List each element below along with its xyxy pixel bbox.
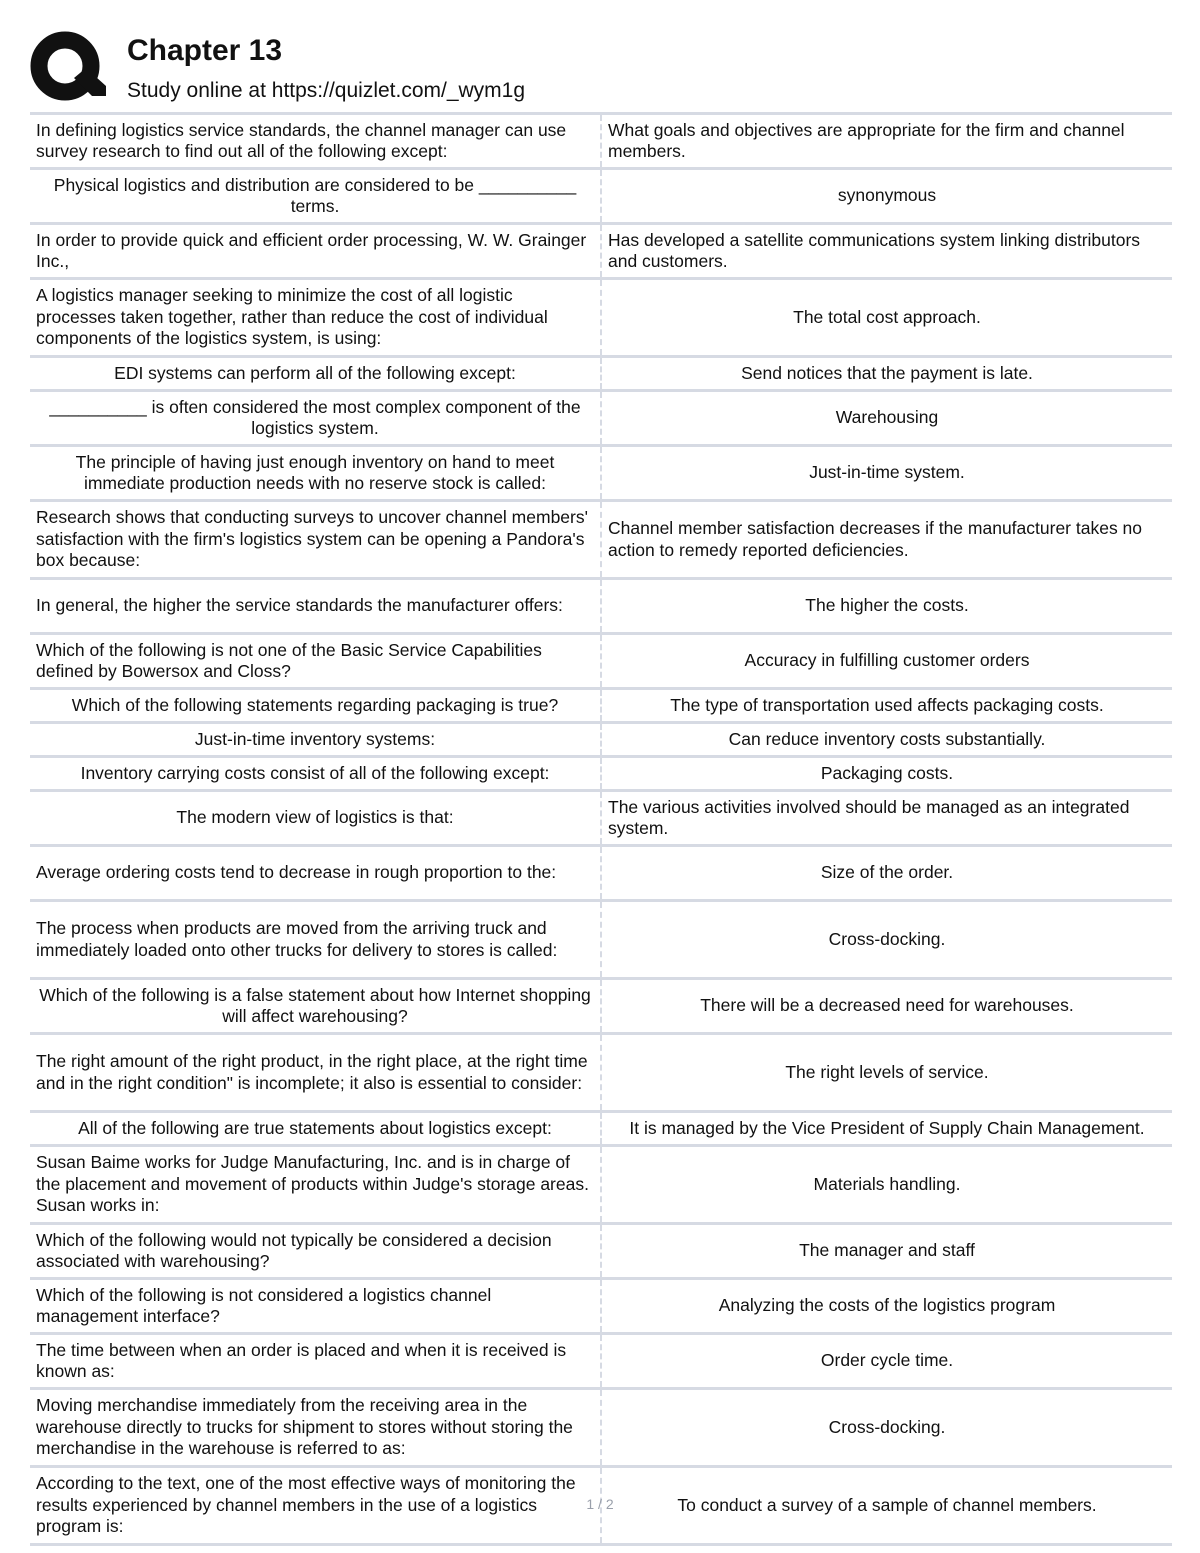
answer-cell: Can reduce inventory costs substantially. <box>600 724 1172 755</box>
question-cell: __________ is often considered the most complex component of the logistics system. <box>49 396 581 438</box>
question-cell: The right amount of the right product, in the right place, at the right time and in the right condition" is incomplete; it also is essential to consider: <box>36 1051 588 1093</box>
table-row <box>30 899 1172 977</box>
table-row <box>30 1387 1172 1465</box>
answer-cell: Just-in-time system. <box>600 447 1172 499</box>
answer-cell: Warehousing <box>600 392 1172 444</box>
answer-cell: The higher the costs. <box>600 580 1172 632</box>
question-cell: The process when products are moved from the arriving truck and immediately loaded onto other trucks for delivery to stores is called: <box>36 918 558 960</box>
table-row <box>30 1222 1172 1277</box>
table-row <box>30 844 1172 899</box>
study-online-link[interactable]: Study online at https://quizlet.com/_wym1g <box>127 79 526 102</box>
question-cell: Average ordering costs tend to decrease in rough proportion to the: <box>36 862 557 883</box>
answer-cell: The manager and staff <box>600 1225 1172 1277</box>
question-cell: According to the text, one of the most effective ways of monitoring the results experienced by channel members in the use of a logistics program is: <box>36 1473 576 1537</box>
question-cell: The time between when an order is placed and when it is received is known as: <box>36 1339 567 1381</box>
question-cell: Which of the following is not one of the Basic Service Capabilities defined by Bowersox and Closs? <box>36 639 542 681</box>
table-row <box>30 444 1172 499</box>
answer-cell: Analyzing the costs of the logistics program <box>600 1280 1172 1332</box>
question-cell: The principle of having just enough inventory on hand to meet immediate production needs with no reserve stock is called: <box>75 451 555 493</box>
answer-cell: synonymous <box>600 170 1172 222</box>
page-title: Chapter 13 <box>127 34 283 67</box>
table-row <box>30 1277 1172 1332</box>
answer-cell: There will be a decreased need for warehouses. <box>600 980 1172 1032</box>
table-row <box>30 755 1172 789</box>
question-cell: In general, the higher the service standards the manufacturer offers: <box>36 595 563 616</box>
answer-cell: The total cost approach. <box>600 280 1172 355</box>
question-cell: A logistics manager seeking to minimize the cost of all logistic processes taken together, rather than reduce the cost of individual components of the logistics system, is using: <box>36 285 548 349</box>
question-cell: Which of the following would not typically be considered a decision associated with warehousing? <box>36 1229 552 1271</box>
question-cell: Which of the following is a false statement about how Internet shopping will affect warehousing? <box>39 984 591 1026</box>
question-cell: Susan Baime works for Judge Manufacturing, Inc. and is in charge of the placement and movement of products within Judge's storage areas. Susan works in: <box>36 1152 589 1216</box>
table-row <box>30 277 1172 355</box>
answer-cell: The type of transportation used affects packaging costs. <box>600 690 1172 721</box>
table-row <box>30 1110 1172 1144</box>
table-row <box>30 789 1172 844</box>
question-cell: In order to provide quick and efficient order processing, W. W. Grainger Inc., <box>36 229 587 271</box>
page-number: 1 / 2 <box>586 1496 614 1512</box>
table-row <box>30 1032 1172 1110</box>
question-cell: Inventory carrying costs consist of all of the following except: <box>80 762 550 783</box>
answer-cell: Send notices that the payment is late. <box>600 358 1172 389</box>
table-row <box>30 167 1172 222</box>
table-row <box>30 1332 1172 1387</box>
answer-cell: Channel member satisfaction decreases if the manufacturer takes no action to remedy reported deficiencies. <box>600 502 1172 577</box>
answer-cell: It is managed by the Vice President of Supply Chain Management. <box>600 1113 1172 1144</box>
question-cell: The modern view of logistics is that: <box>176 807 454 828</box>
answer-cell: To conduct a survey of a sample of channel members. <box>600 1468 1172 1543</box>
page-header <box>0 0 1200 112</box>
question-cell: Moving merchandise immediately from the receiving area in the warehouse directly to trucks for shipment to stores without storing the merchandise in the warehouse is referred to as: <box>36 1395 573 1459</box>
answer-cell: Materials handling. <box>600 1147 1172 1222</box>
question-cell: In defining logistics service standards, the channel manager can use survey research to find out all of the following except: <box>36 119 567 161</box>
answer-cell: Size of the order. <box>600 847 1172 899</box>
table-row <box>30 977 1172 1032</box>
flashcard-table <box>30 112 1172 1546</box>
answer-cell: Has developed a satellite communications system linking distributors and customers. <box>600 225 1172 277</box>
table-row <box>30 499 1172 577</box>
question-cell: Which of the following is not considered a logistics channel management interface? <box>36 1284 492 1326</box>
table-row <box>30 112 1172 167</box>
question-cell: Physical logistics and distribution are considered to be __________ terms. <box>53 174 577 216</box>
answer-cell: The right levels of service. <box>600 1035 1172 1110</box>
table-row <box>30 687 1172 721</box>
answer-cell: Packaging costs. <box>600 758 1172 789</box>
answer-cell: Cross-docking. <box>600 902 1172 977</box>
question-cell: All of the following are true statements about logistics except: <box>78 1117 552 1138</box>
table-row <box>30 222 1172 277</box>
question-cell: Research shows that conducting surveys to uncover channel members' satisfaction with the firm's logistics system can be opening a Pandora's box because: <box>36 507 588 571</box>
answer-cell: What goals and objectives are appropriate for the firm and channel members. <box>600 115 1172 167</box>
table-row <box>30 355 1172 389</box>
table-row <box>30 1144 1172 1222</box>
answer-cell: Order cycle time. <box>600 1335 1172 1387</box>
question-cell: Which of the following statements regarding packaging is true? <box>71 694 559 715</box>
table-row <box>30 632 1172 687</box>
question-cell: Just-in-time inventory systems: <box>194 728 436 749</box>
answer-cell: The various activities involved should be managed as an integrated system. <box>600 792 1172 844</box>
table-row <box>30 721 1172 755</box>
table-row <box>30 389 1172 444</box>
quizlet-logo-icon <box>30 28 106 104</box>
question-cell: EDI systems can perform all of the following except: <box>114 362 516 383</box>
table-row <box>30 577 1172 632</box>
answer-cell: Accuracy in fulfilling customer orders <box>600 635 1172 687</box>
answer-cell: Cross-docking. <box>600 1390 1172 1465</box>
